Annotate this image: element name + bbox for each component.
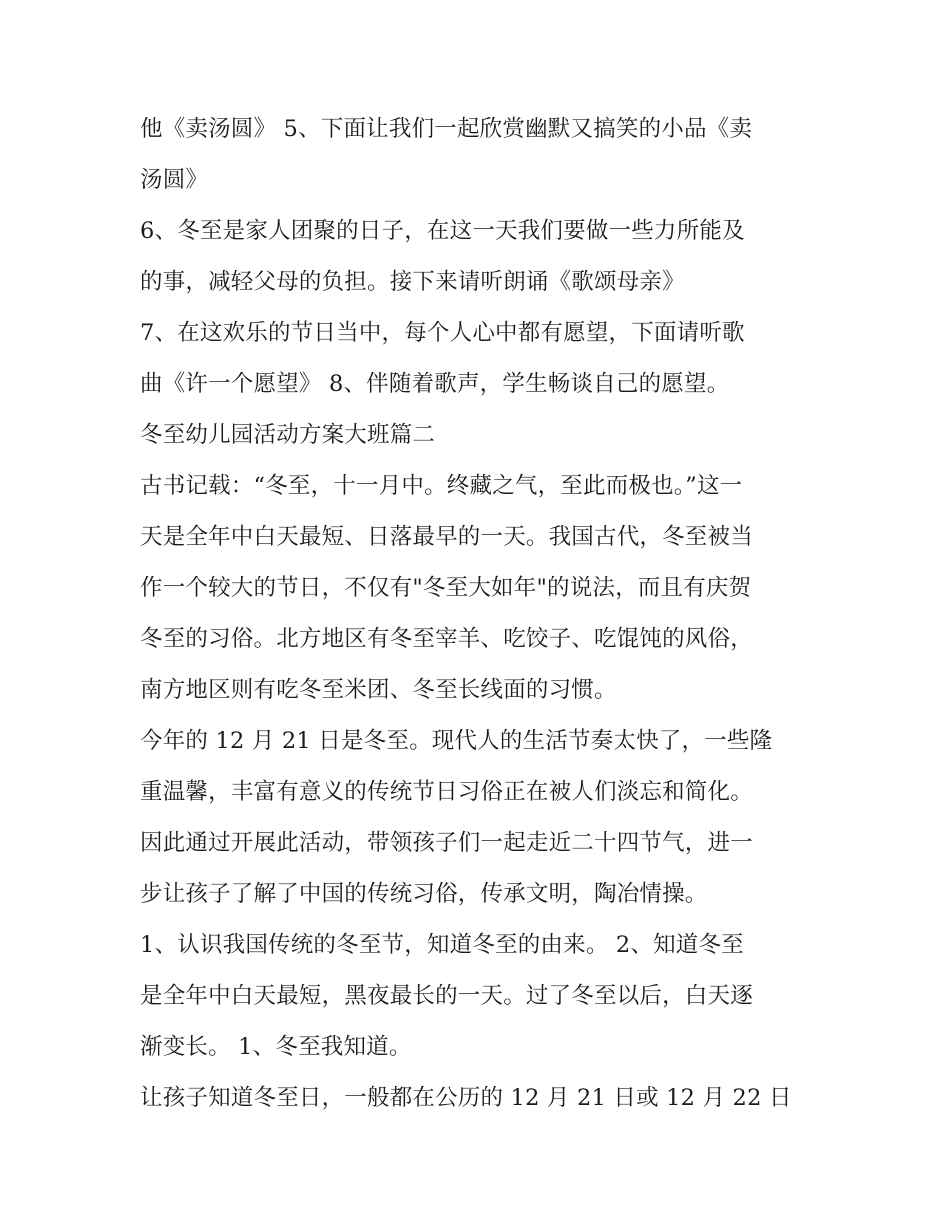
text-line: 7、在这欢乐的节日当中，每个人心中都有愿望，下面请听歌: [140, 320, 745, 346]
text-line: 汤圆》: [140, 167, 209, 193]
text-line: 重温馨，丰富有意义的传统节日习俗正在被人们淡忘和简化。: [140, 779, 753, 805]
text-line: 步让孩子了解了中国的传统习俗，传承文明，陶冶情操。: [140, 881, 708, 907]
text-line: 1、认识我国传统的冬至节，知道冬至的由来。 2、知道冬至: [140, 932, 744, 958]
text-line: 作一个较大的节日，不仅有"冬至大如年"的说法，而且有庆贺: [140, 575, 752, 601]
text-line: 渐变长。 1、冬至我知道。: [140, 1034, 412, 1060]
text-line: 冬至的习俗。北方地区有冬至宰羊、吃饺子、吃馄饨的风俗，: [140, 626, 753, 652]
text-line: 古书记载：“冬至，十一月中。终藏之气，至此而极也。”这一: [140, 473, 743, 499]
text-line: 是全年中白天最短，黑夜最长的一天。过了冬至以后，白天逐: [140, 983, 753, 1009]
text-line: 他《卖汤圆》 5、下面让我们一起欣赏幽默又搞笑的小品《卖: [140, 116, 753, 142]
section-heading: 冬至幼儿园活动方案大班篇二: [140, 422, 436, 448]
text-line: 6、冬至是家人团聚的日子，在这一天我们要做一些力所能及: [140, 218, 745, 244]
text-line: 因此通过开展此活动，带领孩子们一起走近二十四节气，进一: [140, 830, 753, 856]
text-line: 南方地区则有吃冬至米团、冬至长线面的习惯。: [140, 677, 617, 703]
text-line: 今年的 12 月 21 日是冬至。现代人的生活节奏太快了，一些隆: [140, 728, 773, 754]
text-line: 曲《许一个愿望》 8、伴随着歌声，学生畅谈自己的愿望。: [140, 371, 730, 397]
text-line: 的事，减轻父母的负担。接下来请听朗诵《歌颂母亲》: [140, 269, 685, 295]
text-line: 天是全年中白天最短、日落最早的一天。我国古代，冬至被当: [140, 524, 753, 550]
text-line: 让孩子知道冬至日，一般都在公历的 12 月 21 日或 12 月 22 日: [140, 1085, 792, 1111]
